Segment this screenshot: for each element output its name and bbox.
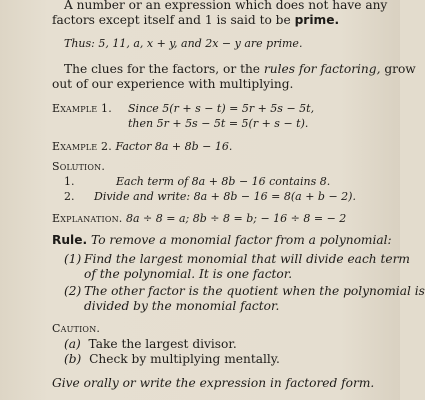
solution-label: Solution.	[52, 160, 106, 173]
example-1	[52, 101, 112, 116]
prime-term: prime.	[294, 13, 340, 27]
rule-item-1-line-2: of the polynomial. It is one factor.	[84, 267, 293, 281]
rule-heading: Rule. To remove a monomial factor from a polynomial:	[52, 233, 392, 247]
solution-step-2: 2.	[64, 190, 75, 203]
solution-step-1-text: Each term of 8a + 8b − 16 contains 8.	[116, 175, 331, 188]
rule-label: Rule.	[52, 233, 88, 247]
explanation-label: Explanation.	[52, 212, 123, 225]
solution-step-1: 1.	[64, 175, 75, 188]
intro-line-2: factors except itself and 1 is said to be prime.	[52, 13, 340, 27]
clues-line-2: out of our experience with multiplying.	[52, 77, 294, 91]
clues-line-1: The clues for the factors, or the rules for factoring, grow	[64, 62, 416, 76]
rule-item-2-line-2: divided by the monomial factor.	[84, 299, 280, 313]
footer-instruction: Give orally or write the expression in factored form.	[52, 376, 375, 390]
rule-item-1-line-1: Find the largest monomial that will divide each term	[84, 252, 410, 266]
caution-label: Caution.	[52, 322, 101, 335]
rule-item-2-line-1: The other factor is the quotient when the polynomial is	[84, 284, 425, 298]
example-1-line-2: then 5r + 5s − 5t = 5(r + s − t).	[128, 117, 309, 130]
solution-step-2-text: Divide and write: 8a + 8b − 16 = 8(a + b − 2).	[94, 190, 356, 203]
rule-item-2-num: (2)	[64, 284, 82, 298]
example-1-line-1: Since 5(r + s − t) = 5r + 5s − 5t,	[128, 102, 315, 115]
thus-line: Thus: 5, 11, a, x + y, and 2x − y are prime.	[64, 37, 303, 50]
rule-item-1-num: (1)	[64, 252, 82, 266]
explanation: Explanation. 8a ÷ 8 = a; 8b ÷ 8 = b; − 16 ÷ 8 = − 2	[52, 212, 347, 225]
intro-line-1: A number or an expression which does not have any	[64, 0, 388, 12]
caution-item-a: (a) Take the largest divisor.	[64, 337, 237, 351]
example-2-label: Example 2.	[52, 140, 112, 153]
example-2: Example 2. Factor 8a + 8b − 16.	[52, 140, 233, 153]
example-1-label: Example 1.	[52, 102, 112, 115]
caution-item-b: (b) Check by multiplying mentally.	[64, 352, 280, 366]
